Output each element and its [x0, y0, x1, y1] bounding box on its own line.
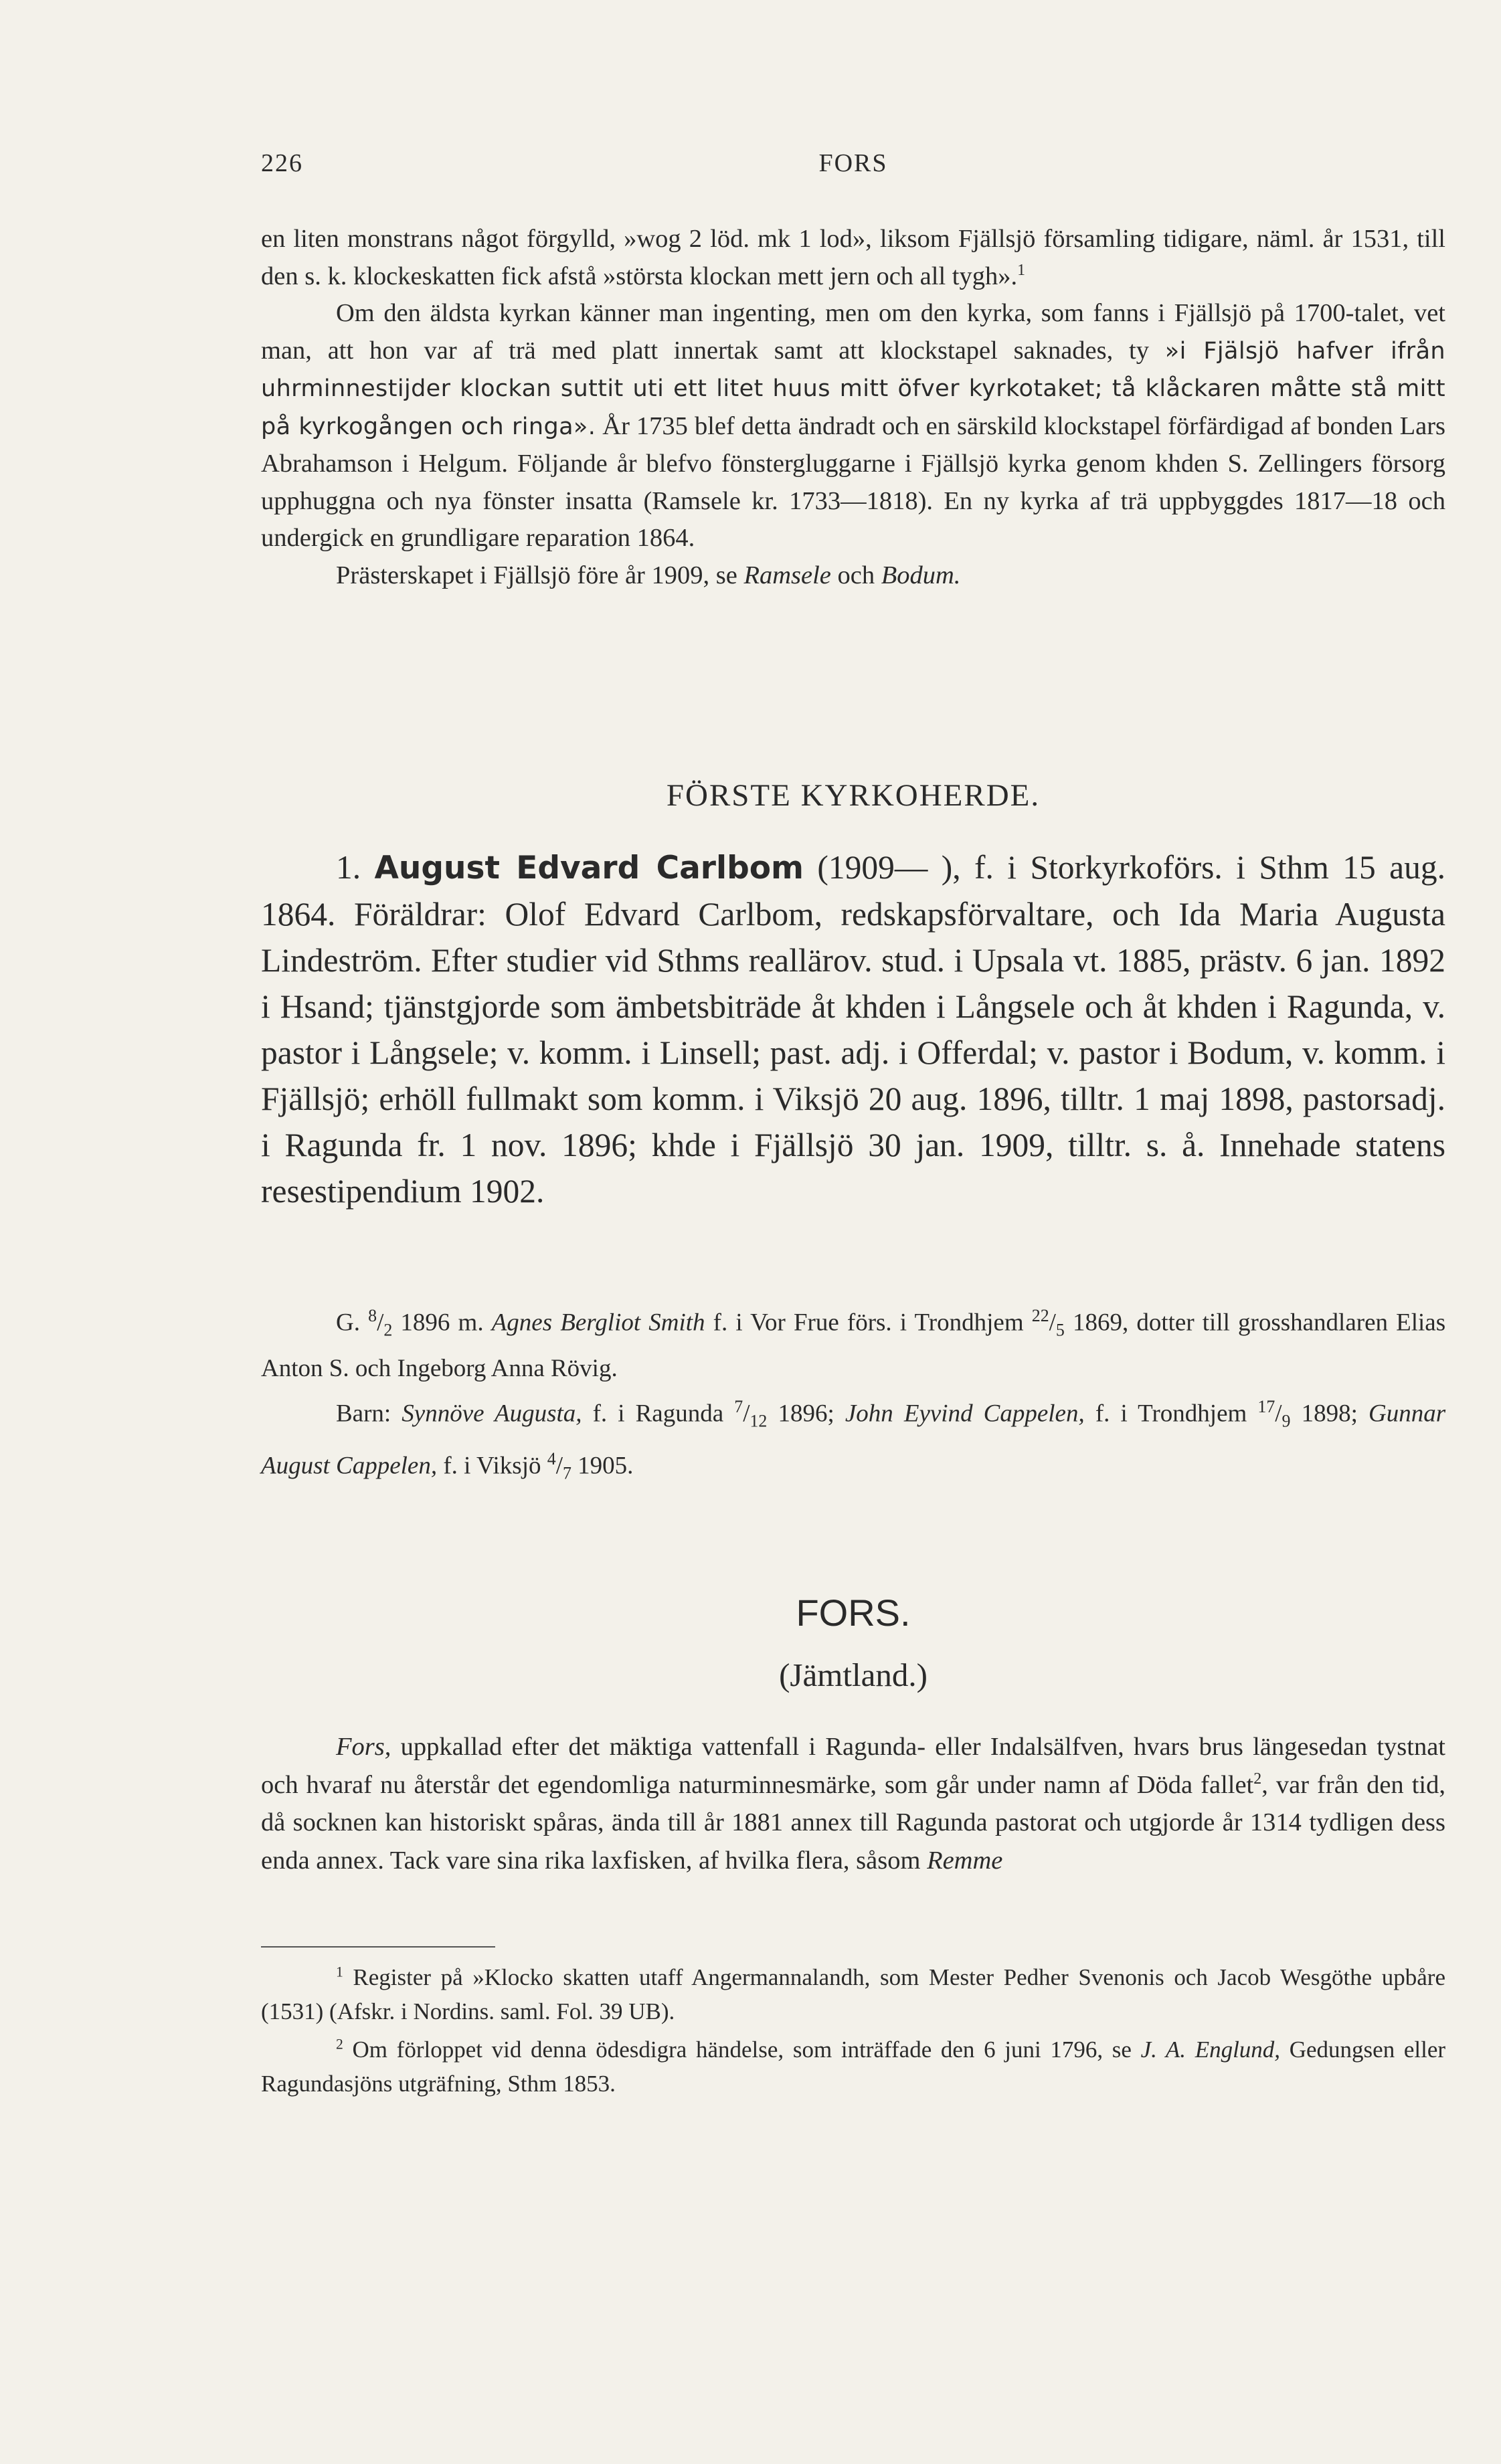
wife-name: Agnes Bergliot Smith: [491, 1309, 705, 1337]
family-section: [261, 1297, 1445, 1493]
marriage-line: G. $^8/_2$ 1896 m. Agnes Bergliot Smith f. i Vor Frue förs. i Trondhjem $^{22}/_5$ 1869, dotter till grosshandlaren Elias Anton S. och Ingeborg Anna Rövig.: [261, 1306, 1446, 1382]
footnote-divider: [261, 1946, 495, 1948]
footnote-ref-2: 2: [1253, 1770, 1262, 1788]
person-name: August Edvard Carlbom: [374, 850, 804, 886]
footnote-2: $^2$ Om förloppet vid denna ödesdigra händelse, som inträffade den 6 juni 1796, se J. A. Englund, Gedungsen eller Ragundasjöns utgräfning, Sthm 1853.: [261, 2036, 1446, 2097]
place-remme: Remme: [927, 1846, 1003, 1875]
running-head: [261, 149, 1445, 178]
paragraph-old-church: Om den äldsta kyrkan känner man ingenting, men om den kyrka, som fanns i Fjällsjö på 1700-talet, vet man, att hon var af trä med platt innertak samt att klockstapel saknades, ty »i Fjälsjö hafver ifrån uhrminnestijder klockan suttit uti ett litet huus mitt öfver kyrkotaket; tå klåckaren måtte stå mitt på kyrkogången och ringa». År 1735 blef detta ändradt och en särskild klockstapel förfärdigad af bonden Lars Abrahamson i Helgum. Följande år blefvo fönstergluggarne i Fjällsjö kyrka genom khden S. Zellingers försorg upphuggna och nya fönster insatta (Ramsele kr. 1733—1818). En ny kyrka af trä uppbyggdes 1817—18 och undergick en grundligare reparation 1864.: [261, 299, 1446, 552]
page-number: 226: [261, 149, 303, 177]
ref-bodum: Bodum.: [881, 561, 961, 589]
running-title: FORS: [818, 149, 888, 177]
child-name: Synnöve Augusta,: [402, 1400, 582, 1428]
parish-description: Fors, uppkallad efter det mäktiga vattenfall i Ragunda- eller Indalsälfven, hvars brus längesedan tystnat och hvaraf nu återstår det egendomliga naturminnesmärke, som går under namn af Döda fallet$^2$, var från den tid, då socknen kan historiskt spåras, ända till år 1881 annex till Ragunda pastorat och utgjorde år 1314 tydligen dess enda annex. Tack vare sina rika laxfisken, af hvilka flera, såsom Remme: [261, 1733, 1446, 1875]
entry-number: 1.: [336, 849, 361, 886]
biography: [261, 844, 1445, 1214]
paragraph-clergy-ref: Prästerskapet i Fjällsjö före år 1909, se Ramsele och Bodum.: [336, 561, 961, 589]
paragraph-monstrans: en liten monstrans något förgylld, »wog 2 löd. mk 1 lod», liksom Fjällsjö församling tidigare, näml. år 1531, till den s. k. klockeskatten fick afstå »största klockan mett jern och all tygh».$^1$: [261, 225, 1445, 290]
archaic-quote: »i Fjälsjö hafver ifrån uhrminnestijder klockan suttit uti ett litet huus mitt öfver kyrkotaket; tå klåckaren måtte stå mitt på kyrkogången och ringa».: [261, 337, 1446, 440]
author-name: J. A. Englund,: [1140, 2036, 1281, 2063]
child-name: John Eyvind Cappelen,: [845, 1400, 1085, 1428]
parish-subtitle: (Jämtland.): [779, 1656, 928, 1693]
intro-section: [261, 221, 1445, 594]
ref-ramsele: Ramsele: [743, 561, 831, 589]
parish-lead: Fors,: [336, 1733, 391, 1761]
parish-title: FORS.: [796, 1592, 911, 1634]
section-title: FÖRSTE KYRKOHERDE.: [666, 778, 1041, 813]
footnote-1: $^1$ Register på »Klocko skatten utaff Angermannalandh, som Mester Pedher Svenonis och Jacob Wesgöthe upbåre (1531) (Afskr. i Nordins. saml. Fol. 39 UB).: [261, 1964, 1446, 2024]
footnote-ref-1: 1: [1017, 261, 1026, 279]
children-line: Barn: Synnöve Augusta, f. i Ragunda $^7/_{12}$ 1896; John Eyvind Cappelen, f. i Trondhjem $^{17}/_9$ 1898; Gunnar August Cappelen, f. i Viksjö $^4/_7$ 1905.: [261, 1396, 1446, 1484]
child-name: Gunnar August Cappelen,: [261, 1400, 1446, 1480]
footnotes: [261, 1960, 1445, 2105]
bio-text: (1909— ), f. i Storkyrkoförs. i Sthm 15 aug. 1864. Föräldrar: Olof Edvard Carlbom, redskapsförvaltare, och Ida Maria Augusta Lindeström. Efter studier vid Sthms reallärov. stud. i Upsala vt. 1885, prästv. 6 jan. 1892 i Hsand; tjänstgjorde som ämbetsbiträde åt khden i Långsele och åt khden i Ragunda, v. pastor i Långsele; v. komm. i Linsell; past. adj. i Offerdal; v. pastor i Bodum, v. komm. i Fjällsjö; erhöll fullmakt som komm. i Viksjö 20 aug. 1896, tilltr. 1 maj 1898, pastorsadj. i Ragunda fr. 1 nov. 1896; khde i Fjällsjö 30 jan. 1909, tilltr. s. å. Innehade statens resestipendium 1902.: [261, 849, 1446, 1210]
